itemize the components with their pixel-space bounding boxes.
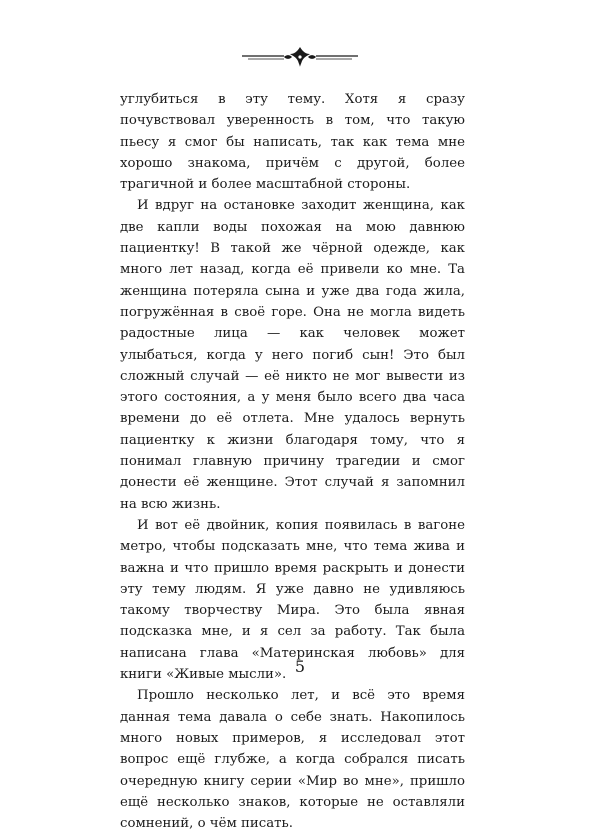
paragraph-3: И вот её двойник, копия появилась в вагоне метро, чтобы подсказать мне, что тема жива и важна и что пришло время раскрыть и донести эту тему людям. Я уже давно не удивляюсь такому творчеству Мира. Это была явная подсказка мне, и я сел за работу. Так была написана глава «Материнская любовь» для книги «Живые мысли». <box>120 517 465 683</box>
body-text <box>120 89 465 834</box>
paragraph-4: Прошло несколько лет, и всё это время данная тема давала о себе знать. Накопилось много новых примеров, я исследовал этот вопрос ещё глубже, а когда собрался писать очередную книгу серии «Мир во мне», пришло ещё несколько знаков, которые не оставляли сомнений, о чём писать. <box>120 688 465 832</box>
paragraph-2: И вдруг на остановке заходит женщина, как две капли воды похожая на мою давнюю пациентку! В такой же чёрной одежде, как много лет назад, когда её привели ко мне. Та женщина потеряла сына и уже два года жила, погружённая в своё горе. Она не могла видеть радостные лица — как человек может улыбаться, когда у него погиб сын! Это был сложный случай — её никто не мог вывести из этого состояния, а у меня было всего два часа времени до её отлета. Мне удалось вернуть пациентку к жизни благодаря тому, что я понимал главную причину трагедии и смог донести её женщине. Этот случай я запомнил на всю жизнь. <box>120 198 465 512</box>
paragraph-1: углубиться в эту тему. Хотя я сразу почувствовал уверенность в том, что такую пьесу я смог бы написать, так как тема мне хорошо знакома, причём с другой, более трагичной и более масштабной стороны. <box>120 92 465 193</box>
page-number: 5 <box>294 657 306 676</box>
fleuron-divider-icon <box>240 44 360 70</box>
